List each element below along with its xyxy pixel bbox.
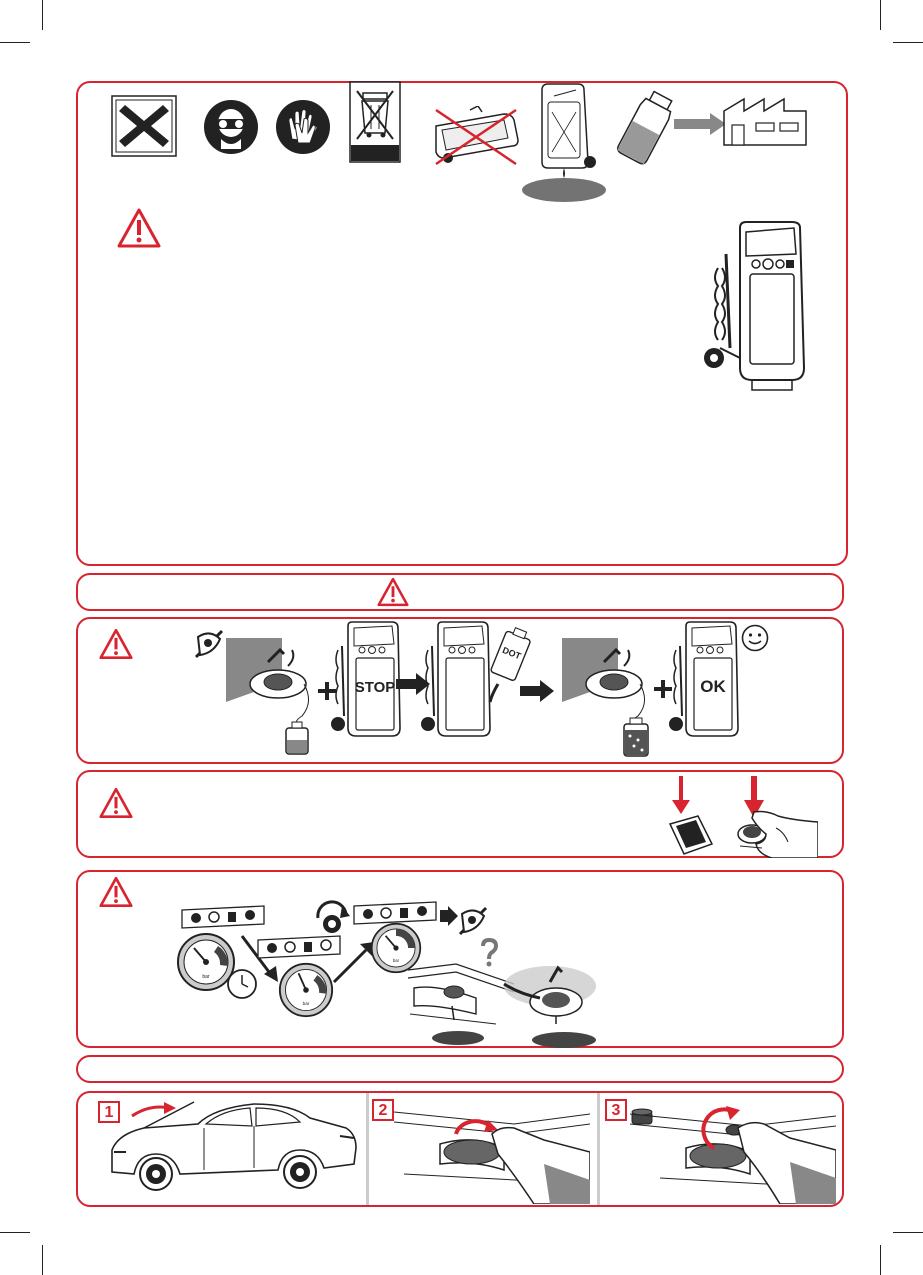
- switch-icon: [668, 814, 714, 856]
- harmful-x-icon: [111, 95, 177, 157]
- finger-press-button-illustration: [732, 808, 818, 858]
- car-open-hood-illustration: [104, 1094, 360, 1204]
- crop-mark: [42, 0, 43, 30]
- machine-stop-illustration: [330, 620, 402, 742]
- down-arrow-icon: [672, 776, 690, 814]
- step-number: 2: [372, 1099, 394, 1121]
- knob-turn-icon: [312, 900, 352, 940]
- eye-icon: [456, 904, 490, 940]
- warning-triangle-icon: [375, 577, 411, 607]
- dial-unit-label: bar: [392, 957, 400, 963]
- no-tipping-icon: [430, 106, 522, 168]
- crop-mark: [0, 42, 30, 43]
- dot-label: DOT: [501, 644, 523, 662]
- warning-triangle-icon: [98, 787, 134, 819]
- eye-protection-icon: [203, 99, 259, 155]
- procedure-header-bar: [76, 1055, 844, 1083]
- control-panel-strip: [178, 904, 268, 930]
- crop-mark: [0, 1232, 30, 1233]
- crop-mark: [42, 1245, 43, 1275]
- dial-unit-label: bar: [302, 1000, 310, 1006]
- step-divider: [366, 1093, 369, 1205]
- stop-label: STOP: [354, 679, 396, 696]
- bottle-icon: [614, 90, 678, 166]
- crop-mark: [880, 1245, 881, 1275]
- caliper-leak-illustration: [500, 964, 600, 1050]
- step-number: 1: [98, 1101, 120, 1123]
- step-divider: [597, 1093, 600, 1205]
- gloves-icon: [275, 99, 331, 155]
- crop-mark: [893, 1232, 923, 1233]
- arrow-icon: [674, 113, 726, 135]
- eye-icon: [192, 627, 226, 663]
- reservoir-illustration: [558, 632, 658, 758]
- smiley-icon: [741, 624, 769, 652]
- factory-icon: [722, 97, 808, 147]
- dial-unit-label: bar: [202, 974, 210, 980]
- warning-triangle-icon: [98, 876, 134, 908]
- crop-mark: [893, 42, 923, 43]
- waste-bin-crossed-icon: [349, 81, 401, 163]
- arrow-icon: [520, 680, 554, 702]
- crop-mark: [880, 0, 881, 30]
- remove-cap-illustration: [630, 1094, 836, 1204]
- power-switch-section: [76, 770, 844, 858]
- warning-bar: [76, 573, 844, 611]
- step-number: 3: [605, 1099, 627, 1121]
- warning-triangle-icon: [116, 207, 162, 249]
- machine-illustration: [696, 218, 816, 393]
- leak-icon: [518, 82, 608, 207]
- pressure-dial: [278, 962, 334, 1018]
- ok-label: OK: [700, 677, 726, 696]
- reservoir-illustration: [222, 632, 322, 756]
- machine-ok-illustration: [668, 620, 740, 742]
- warning-triangle-icon: [98, 628, 134, 660]
- open-reservoir-cap-illustration: [394, 1094, 590, 1204]
- machine-dot-illustration: [420, 620, 532, 742]
